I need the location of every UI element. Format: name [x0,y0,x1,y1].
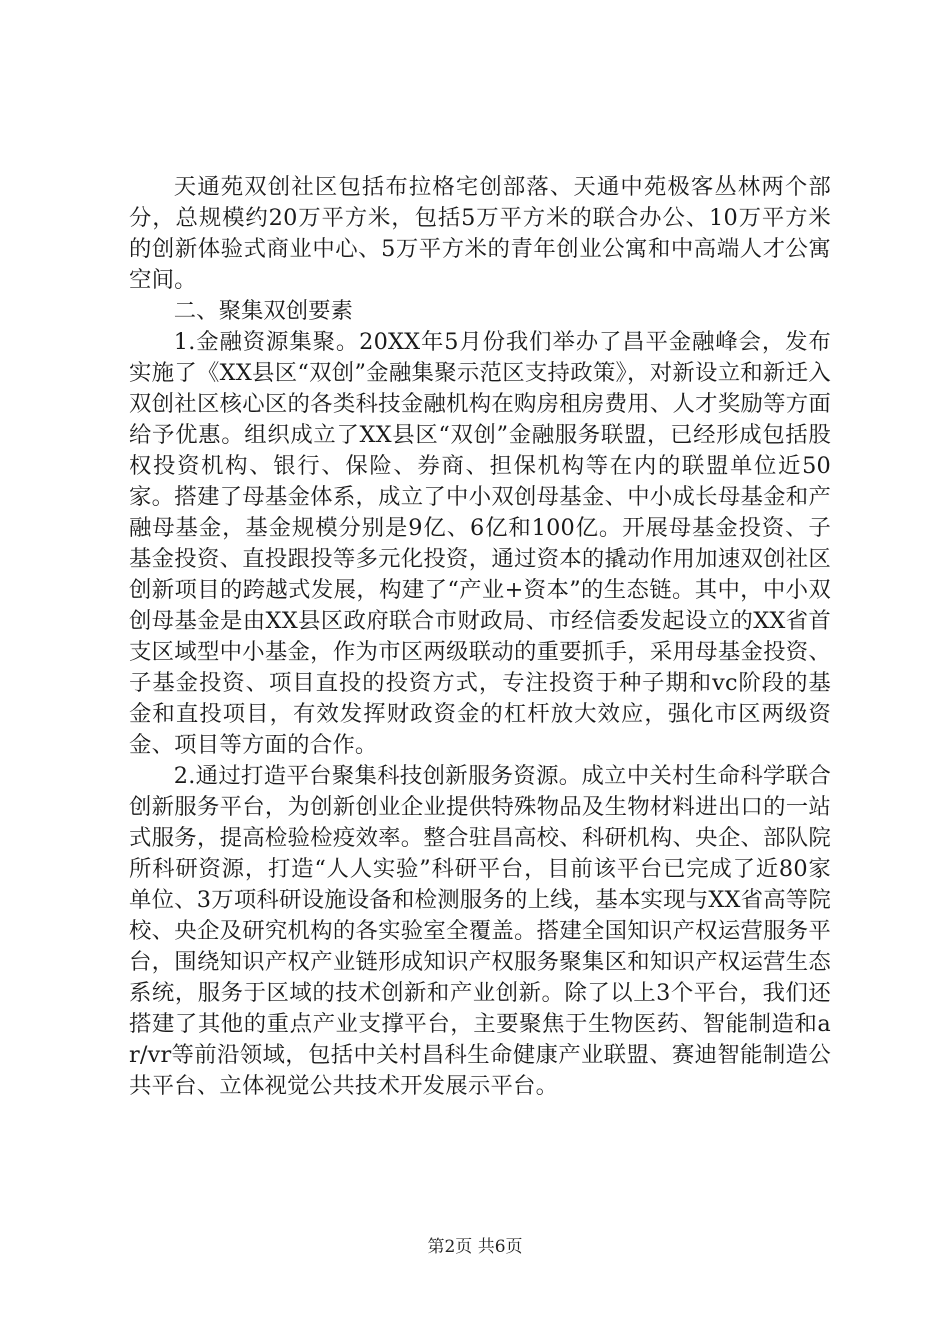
document-body [129,172,831,1102]
section-heading: 二、聚集双创要素 [173,298,353,324]
paragraph-community-overview: 天通苑双创社区包括布拉格宅创部落、天通中苑极客丛林两个部分，总规模约20万平方米，包括5万平方米的联合办公、10万平方米的创新体验式商业中心、5万平方米的青年创业公寓和中高端人才公寓空间。 [129,174,831,293]
paragraph-financial-resources: 1.金融资源集聚。20XX年5月份我们举办了昌平金融峰会，发布实施了《XX县区“双创”金融集聚示范区支持政策》，对新设立和新迁入双创社区核心区的各类科技金融机构在购房租房费用、人才奖励等方面给予优惠。组织成立了XX县区“双创”金融服务联盟，已经形成包括股权投资机构、银行、保险、券商、担保机构等在内的联盟单位近50家。搭建了母基金体系，成立了中小双创母基金、中小成长母基金和产融母基金，基金规模分别是9亿、6亿和100亿。开展母基金投资、子基金投资、直投跟投等多元化投资，通过资本的撬动作用加速双创社区创新项目的跨越式发展，构建了“产业+资本”的生态链。其中，中小双创母基金是由XX县区政府联合市财政局、市经信委发起设立的XX省首支区域型中小基金，作为市区两级联动的重要抓手，采用母基金投资、子基金投资、项目直投的投资方式，专注投资于种子期和vc阶段的基金和直投项目，有效发挥财政资金的杠杆放大效应，强化市区两级资金、项目等方面的合作。 [129,329,831,758]
page-number-footer: 第2页 共6页 [427,1237,523,1257]
paragraph-platform-resources: 2.通过打造平台聚集科技创新服务资源。成立中关村生命科学联合创新服务平台，为创新创业企业提供特殊物品及生物材料进出口的一站式服务，提高检验检疫效率。整合驻昌高校、科研机构、央企、部队院所科研资源，打造“人人实验”科研平台，目前该平台已完成了近80家单位、3万项科研设施设备和检测服务的上线，基本实现与XX省高等院校、央企及研究机构的各实验室全覆盖。搭建全国知识产权运营服务平台，围绕知识产权产业链形成知识产权服务聚集区和知识产权运营生态系统，服务于区域的技术创新和产业创新。除了以上3个平台，我们还搭建了其他的重点产业支撑平台，主要聚焦于生物医药、智能制造和ar/vr等前沿领域，包括中关村昌科生命健康产业联盟、赛迪智能制造公共平台、立体视觉公共技术开发展示平台。 [129,763,831,1099]
